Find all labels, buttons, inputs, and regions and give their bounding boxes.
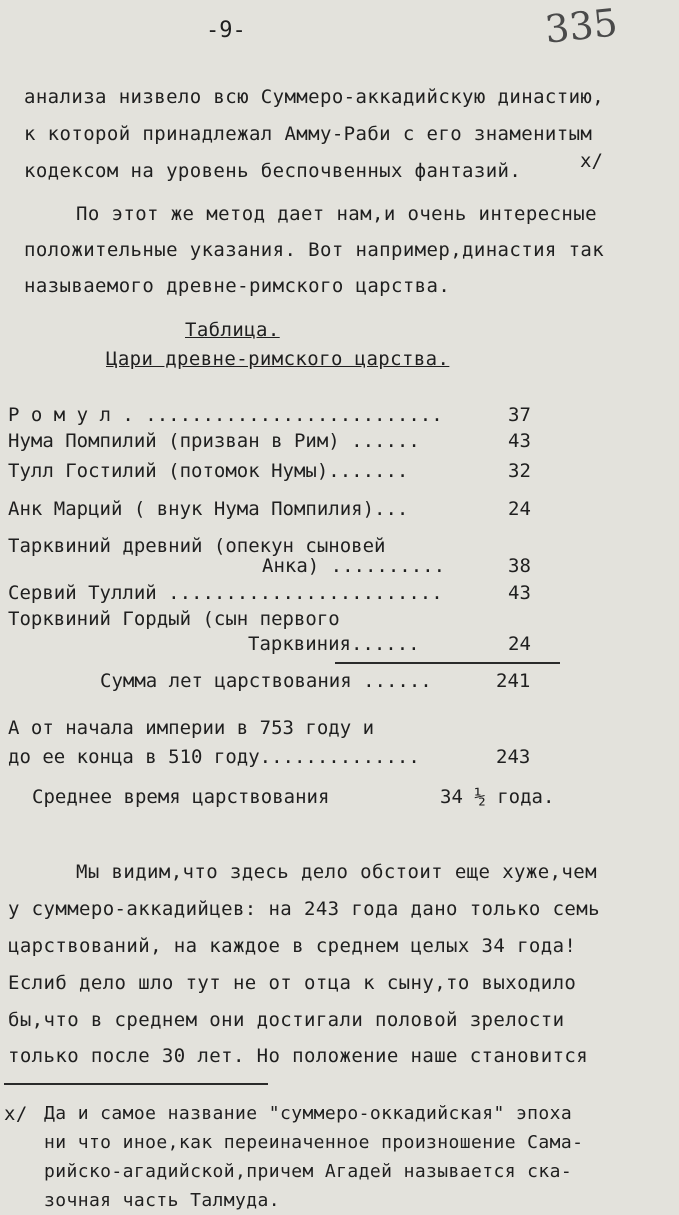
sum-label: Сумма лет царствования ...... (100, 670, 432, 692)
table-row-value: 43 (508, 582, 531, 604)
archive-number-handwritten: 335 (542, 0, 620, 52)
footnote-line-2: ни что иное,как переиначенное произношение Сама- (44, 1132, 584, 1153)
table-row-name: Нума Помпилий (призван в Рим) ...... (8, 430, 420, 452)
body-line-6: только после 30 лет. Но положение наше становится (8, 1045, 589, 1067)
table-row-value: 43 (508, 430, 531, 452)
footnote-line-3: рийско-агадийской,причем Агадей называется ска- (44, 1161, 573, 1182)
table-row-name: Сервий Туллий ........................ (8, 582, 443, 604)
average-label: Среднее время царствования (32, 786, 330, 808)
table-row-name: Анка) .......... (262, 555, 446, 577)
body-line-2: у суммеро-аккадийцев: на 243 года дано только семь (8, 898, 600, 920)
period-line-2: до ее конца в 510 году.............. (8, 746, 420, 768)
intro-line-2: к которой принадлежал Амму-Раби с его знаменитым (24, 123, 593, 145)
intro-line-6: называемого древне-римского царства. (24, 275, 451, 297)
table-row-name: Анк Марций ( внук Нума Помпилия)... (8, 498, 409, 520)
average-value: 34 ½ года. (440, 786, 555, 808)
table-row-name: Тарквиния...... (248, 633, 420, 655)
period-line-1: А от начала империи в 753 году и (8, 717, 375, 739)
table-row-name: Тарквиний древний (опекун сыновей (8, 535, 386, 557)
page-number: -9- (206, 18, 246, 43)
sum-value: 241 (496, 670, 531, 692)
table-row-value: 37 (508, 404, 531, 426)
table-row-value: 24 (508, 633, 531, 655)
body-line-1: Мы видим,что здесь дело обстоит еще хуже,чем (76, 861, 597, 883)
period-value: 243 (496, 746, 531, 768)
footnote-line-1: Да и самое название "суммеро-оккадийская" эпоха (44, 1103, 573, 1124)
table-row-name: Торквиний Гордый (сын первого (8, 608, 340, 630)
body-line-4: Еслиб дело шло тут не от отца к сыну,то выходило (8, 972, 577, 994)
intro-line-3: кодексом на уровень беспочвенных фантазий. (24, 160, 522, 182)
table-title: Таблица. (185, 319, 280, 341)
table-row-name: Р о м у л . .......................... (8, 404, 443, 426)
intro-line-5: положительные указания. Вот например,династия так (24, 239, 605, 261)
footnote-ref: х/ (580, 150, 603, 172)
intro-line-1: анализа низвело всю Суммеро-аккадийскую династию, (24, 86, 605, 108)
footnote-mark: х/ (4, 1103, 28, 1125)
intro-line-4: По этот же метод дает нам,и очень интересные (76, 203, 597, 225)
table-subtitle: Цари древне-римского царства. (106, 348, 450, 370)
table-row-name: Тулл Гостилий (потомок Нумы)....... (8, 460, 409, 482)
body-line-3: царствований, на каждое в среднем целых 34 года! (8, 935, 577, 957)
footnote-rule (4, 1083, 268, 1085)
footnote-line-4: зочная часть Талмуда. (44, 1190, 280, 1211)
table-row-value: 32 (508, 460, 531, 482)
table-row-value: 38 (508, 555, 531, 577)
body-line-5: бы,что в среднем они достигали половой зрелости (8, 1009, 565, 1031)
sum-rule (335, 662, 560, 664)
table-row-value: 24 (508, 498, 531, 520)
